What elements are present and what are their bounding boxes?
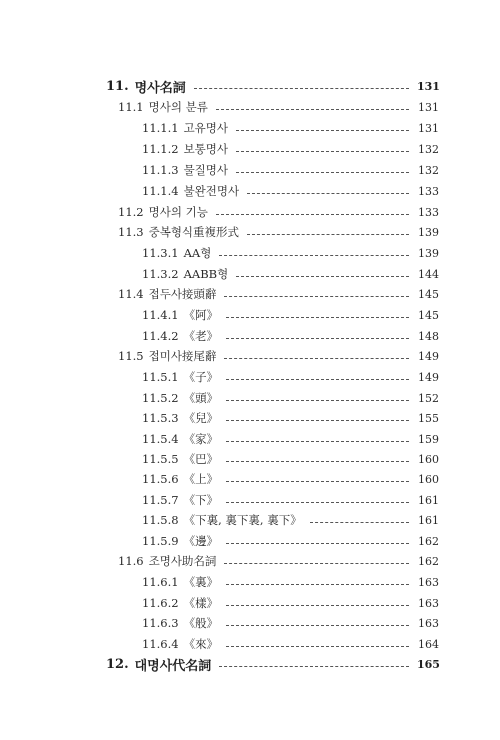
toc-entry-page-number: 164	[418, 637, 439, 651]
toc-entry-title: 중복형식重複形式	[148, 225, 240, 239]
dotted-leader	[226, 379, 409, 380]
toc-entry-number: 11.5.1	[142, 370, 179, 384]
toc-entry-number: 11.	[106, 78, 129, 94]
toc-entry-title: 《般》	[183, 616, 219, 630]
toc-entry-title: AABB형	[183, 267, 229, 281]
toc-entry-title: 《巴》	[183, 452, 219, 466]
toc-entry	[118, 202, 439, 222]
toc-entry-number: 11.1.3	[142, 163, 179, 177]
toc-entry-title: 대명사代名詞	[134, 658, 212, 674]
toc-entry	[142, 139, 439, 159]
dotted-leader	[226, 441, 409, 442]
dotted-leader	[224, 563, 409, 564]
toc-entry-number: 11.5.5	[142, 452, 179, 466]
toc-entry-title: 물질명사	[183, 163, 229, 177]
toc-entry-title: 불완전명사	[183, 184, 240, 198]
toc-entry-number: 11.6	[118, 554, 144, 568]
toc-entry-number: 11.6.2	[142, 596, 179, 610]
toc-entry-page-number: 149	[418, 349, 439, 363]
dotted-leader	[216, 109, 409, 110]
toc-entry-page-number: 139	[418, 246, 439, 260]
toc-entry-number: 11.6.1	[142, 575, 179, 589]
toc-entry-number: 11.6.3	[142, 616, 179, 630]
toc-entry-number: 11.1.2	[142, 142, 179, 156]
dotted-leader	[236, 151, 409, 152]
toc-entry	[142, 118, 439, 138]
dotted-leader	[224, 296, 409, 297]
dotted-leader	[226, 461, 409, 462]
toc-entry	[142, 429, 439, 449]
toc-entry-page-number: 132	[418, 142, 439, 156]
toc-entry-title: 조명사助名詞	[148, 554, 217, 568]
dotted-leader	[226, 605, 409, 606]
toc-entry	[142, 572, 439, 592]
toc-entry-title: 《頭》	[183, 391, 219, 405]
dotted-leader	[216, 214, 409, 215]
toc-entry-number: 11.5	[118, 349, 144, 363]
toc-entry-number: 11.5.3	[142, 411, 179, 425]
dotted-leader	[226, 646, 409, 647]
toc-entry-title: 명사의 분류	[148, 100, 208, 114]
toc-entry-page-number: 131	[418, 121, 439, 135]
toc-entry-page-number: 133	[418, 205, 439, 219]
toc-entry-title: 고유명사	[183, 121, 229, 135]
toc-entry-page-number: 163	[418, 575, 439, 589]
toc-chapter-entry	[106, 654, 439, 674]
toc-entry-title: 《來》	[183, 637, 219, 651]
dotted-leader	[194, 88, 409, 89]
toc-entry-page-number: 165	[417, 657, 440, 671]
toc-entry-title: 접미사接尾辭	[148, 349, 217, 363]
toc-entry-number: 11.5.6	[142, 472, 179, 486]
toc-entry-title: 《兒》	[183, 411, 219, 425]
toc-entry-page-number: 152	[418, 391, 439, 405]
toc-entry-page-number: 145	[418, 287, 439, 301]
toc-entry-title: 명사名詞	[134, 80, 186, 96]
toc-entry-number: 11.3.2	[142, 267, 179, 281]
dotted-leader	[226, 543, 409, 544]
toc-entry	[142, 593, 439, 613]
toc-entry-number: 11.4.1	[142, 308, 179, 322]
toc-entry-page-number: 161	[418, 493, 439, 507]
toc-entry-title: 《阿》	[183, 308, 219, 322]
toc-entry-page-number: 159	[418, 432, 439, 446]
toc-entry-number: 11.5.7	[142, 493, 179, 507]
dotted-leader	[226, 338, 409, 339]
toc-entry	[142, 634, 439, 654]
toc-entry-page-number: 131	[417, 79, 440, 93]
toc-entry-number: 11.5.8	[142, 513, 179, 527]
toc-entry	[142, 160, 439, 180]
dotted-leader	[247, 193, 409, 194]
toc-entry-title: 《上》	[183, 472, 219, 486]
toc-entry	[118, 551, 439, 571]
toc-entry	[142, 264, 439, 284]
dotted-leader	[226, 584, 409, 585]
toc-entry-page-number: 160	[418, 472, 439, 486]
toc-entry-title: 《樣》	[183, 596, 219, 610]
toc-chapter-entry	[106, 76, 439, 96]
dotted-leader	[226, 625, 409, 626]
toc-entry-page-number: 162	[418, 554, 439, 568]
dotted-leader	[236, 172, 409, 173]
toc-entry-page-number: 149	[418, 370, 439, 384]
toc-entry-number: 11.1	[118, 100, 144, 114]
toc-entry-number: 11.4.2	[142, 329, 179, 343]
toc-entry-page-number: 162	[418, 534, 439, 548]
toc-entry-page-number: 144	[418, 267, 439, 281]
dotted-leader	[219, 255, 409, 256]
toc-entry-title: 《裏》	[183, 575, 219, 589]
toc-entry-title: 《下裏, 裏下裏, 裏下》	[183, 513, 302, 527]
dotted-leader	[236, 276, 409, 277]
toc-entry-page-number: 161	[418, 513, 439, 527]
toc-entry	[142, 367, 439, 387]
toc-entry-number: 11.1.1	[142, 121, 179, 135]
dotted-leader	[226, 400, 409, 401]
toc-entry	[118, 97, 439, 117]
toc-entry-title: 《下》	[183, 493, 219, 507]
dotted-leader	[224, 358, 409, 359]
dotted-leader	[219, 666, 409, 667]
toc-entry-number: 11.4	[118, 287, 144, 301]
toc-entry	[142, 305, 439, 325]
dotted-leader	[226, 317, 409, 318]
dotted-leader	[236, 130, 409, 131]
dotted-leader	[226, 502, 409, 503]
toc-entry	[142, 449, 439, 469]
toc-entry-number: 11.6.4	[142, 637, 179, 651]
toc-entry	[118, 222, 439, 242]
toc-entry	[142, 388, 439, 408]
toc-entry	[118, 284, 439, 304]
toc-entry-number: 11.5.9	[142, 534, 179, 548]
toc-entry	[142, 243, 439, 263]
toc-entry-page-number: 148	[418, 329, 439, 343]
toc-entry-number: 11.3	[118, 225, 144, 239]
toc-entry-page-number: 131	[418, 100, 439, 114]
toc-entry	[142, 181, 439, 201]
toc-entry-number: 11.2	[118, 205, 144, 219]
toc-entry-title: 《家》	[183, 432, 219, 446]
toc-entry	[142, 531, 439, 551]
toc-entry-page-number: 145	[418, 308, 439, 322]
toc-entry	[142, 408, 439, 428]
toc-entry-page-number: 139	[418, 225, 439, 239]
dotted-leader	[310, 522, 409, 523]
dotted-leader	[226, 481, 409, 482]
toc-entry-title: 명사의 기능	[148, 205, 208, 219]
toc-entry	[118, 346, 439, 366]
toc-entry	[142, 326, 439, 346]
toc-entry-number: 11.1.4	[142, 184, 179, 198]
toc-entry-page-number: 163	[418, 616, 439, 630]
toc-entry	[142, 510, 439, 530]
toc-entry-page-number: 133	[418, 184, 439, 198]
toc-entry-page-number: 132	[418, 163, 439, 177]
toc-entry-title: 《老》	[183, 329, 219, 343]
toc-entry-number: 12.	[106, 656, 129, 672]
toc-entry	[142, 613, 439, 633]
toc-entry-number: 11.5.4	[142, 432, 179, 446]
toc-entry	[142, 490, 439, 510]
toc-entry-number: 11.3.1	[142, 246, 179, 260]
toc-entry-title: 《子》	[183, 370, 219, 384]
toc-entry-page-number: 160	[418, 452, 439, 466]
dotted-leader	[247, 234, 409, 235]
toc-entry-number: 11.5.2	[142, 391, 179, 405]
toc-entry-title: 보통명사	[183, 142, 229, 156]
toc-entry-page-number: 155	[418, 411, 439, 425]
toc-entry-title: AA형	[183, 246, 212, 260]
toc-entry-title: 접두사接頭辭	[148, 287, 217, 301]
dotted-leader	[226, 420, 409, 421]
toc-entry-title: 《邊》	[183, 534, 219, 548]
toc-entry	[142, 469, 439, 489]
toc-entry-page-number: 163	[418, 596, 439, 610]
